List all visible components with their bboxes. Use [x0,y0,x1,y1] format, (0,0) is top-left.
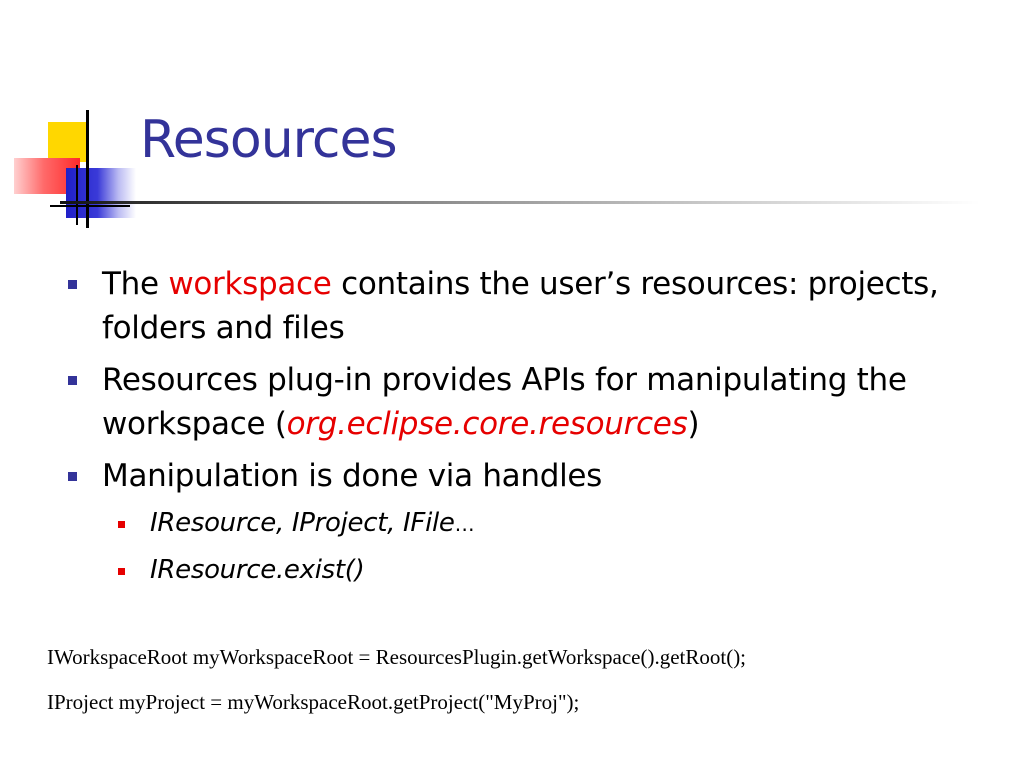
vertical-line-short [76,165,78,225]
highlight-term: org.eclipse.core.resources [286,406,688,442]
bullet-text: The [102,266,169,302]
decorative-logo [0,100,150,235]
title-underline [60,201,980,204]
bullet-text: ) [687,406,700,442]
sub-bullet-text: IResource, IProject, IFile [150,508,455,538]
sub-bullet-list [102,500,1002,593]
bullet-item [62,358,1002,446]
code-line: IWorkspaceRoot myWorkspaceRoot = ResourcesPlugin.getWorkspace().getRoot(); [47,645,747,669]
highlight-term: workspace [168,266,332,302]
sub-bullet-item [102,547,1002,593]
bullet-list [62,262,1002,601]
sub-bullet-item [102,500,1002,547]
bullet-item [62,454,1002,593]
ellipsis: … [454,512,475,536]
bullet-text: Resources plug-in provides APIs for manipulating the workspace ( [102,362,907,442]
horizontal-line [50,205,130,207]
yellow-square [48,122,86,162]
bullet-text: contains the user’s resources: projects, folders and files [102,266,939,346]
sub-bullet-text: IResource.exist() [150,555,365,585]
bullet-item [62,262,1002,350]
bullet-text: Manipulation is done via handles [102,458,603,494]
slide-title: Resources [140,110,397,170]
code-line: IProject myProject = myWorkspaceRoot.getProject("MyProj"); [47,690,580,714]
vertical-line [86,110,89,228]
